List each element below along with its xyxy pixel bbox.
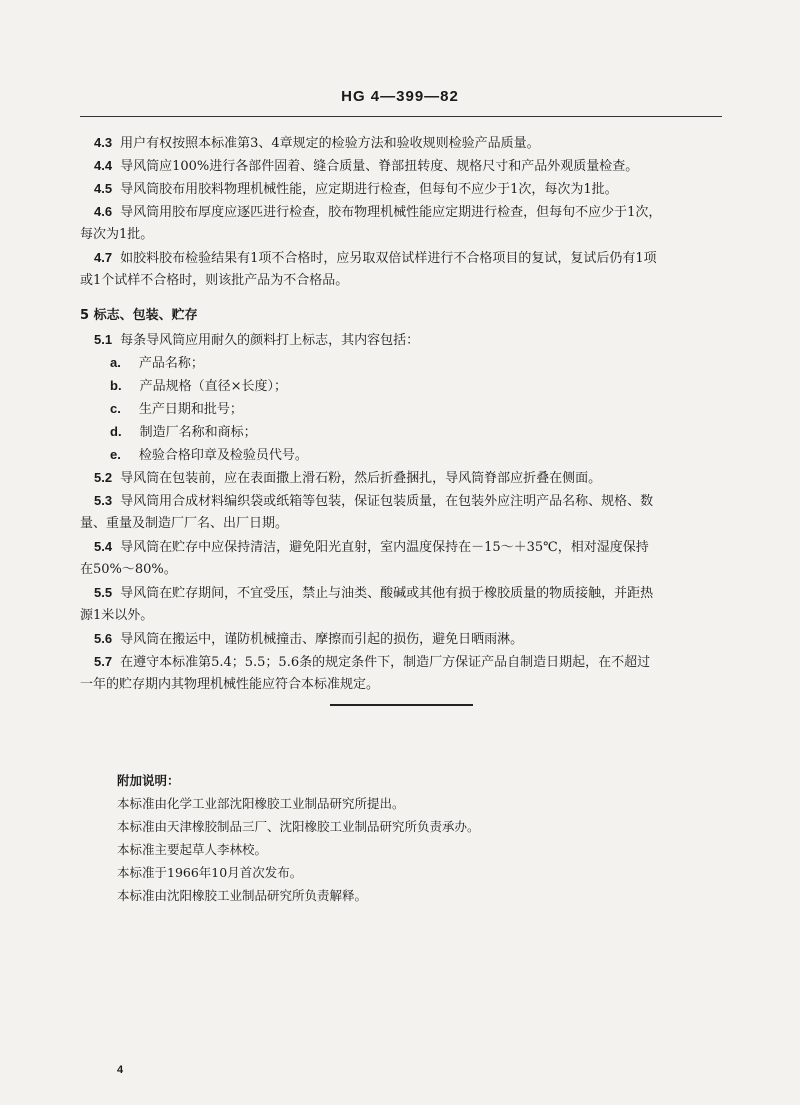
clause-5-4: 5.4 导风筒在贮存中应保持清洁，避免阳光直射，室内温度保持在－15～＋35℃，相对湿度保持 [94,539,649,555]
clause-5-5-cont: 源1米以外。 [80,608,154,623]
page-number: 4 [117,1064,124,1076]
note-line: 本标准由天津橡胶制品三厂、沈阳橡胶工业制品研究所负责承办。 [117,819,480,834]
note-line: 本标准主要起草人李林校。 [117,842,268,857]
clause-5-7-cont: 一年的贮存期内其物理机械性能应符合本标准规定。 [80,677,380,692]
note-line: 本标准由沈阳橡胶工业制品研究所负责解释。 [117,888,368,903]
clause-4-6: 4.6 导风筒用胶布厚度应逐匹进行检查，胶布物理机械性能应定期进行检查，但每旬不应少于1次， [94,204,662,220]
list-item-c: c. 生产日期和批号； [110,401,243,417]
list-item-a: a. 产品名称； [110,355,204,371]
clause-4-5: 4.5 导风筒胶布用胶料物理机械性能，应定期进行检查，但每旬不应少于1次，每次为1批。 [94,181,618,197]
end-of-text-rule [330,704,473,706]
clause-4-7-cont: 或1个试样不合格时，则该批产品为不合格品。 [80,273,349,288]
note-line: 本标准于1966年10月首次发布。 [117,865,303,880]
clause-5-4-cont: 在50%～80%。 [80,562,177,577]
note-line: 本标准由化学工业部沈阳橡胶工业制品研究所提出。 [117,796,405,811]
clause-4-4: 4.4 导风筒应100%进行各部件固着、缝合质量、脊部扭转度、规格尺寸和产品外观质量检查。 [94,158,639,174]
section-5-heading: 5 标志、包装、贮存 [80,308,198,323]
list-item-d: d. 制造厂名称和商标； [110,424,257,440]
clause-5-2: 5.2 导风筒在包装前，应在表面撒上滑石粉，然后折叠捆扎，导风筒脊部应折叠在侧面。 [94,470,602,486]
clause-5-7: 5.7 在遵守本标准第5.4；5.5；5.6条的规定条件下，制造厂方保证产品自制造日期起，在不超过 [94,654,651,670]
clause-4-6-cont: 每次为1批。 [80,227,154,242]
clause-5-6: 5.6 导风筒在搬运中，谨防机械撞击、摩擦而引起的损伤，避免日晒雨淋。 [94,631,524,647]
clause-4-7: 4.7 如胶料胶布检验结果有1项不合格时，应另取双倍试样进行不合格项目的复试，复试后仍有1项 [94,250,657,266]
clause-5-1: 5.1 每条导风筒应用耐久的颜料打上标志，其内容包括： [94,332,420,348]
clause-5-3: 5.3 导风筒用合成材料编织袋或纸箱等包装，保证包装质量，在包装外应注明产品名称、规格、数 [94,493,654,509]
clause-5-5: 5.5 导风筒在贮存期间，不宜受压，禁止与油类、酸碱或其他有损于橡胶质量的物质接触，并距热 [94,585,654,601]
header-rule [80,116,722,117]
list-item-e: e. 检验合格印章及检验员代号。 [110,447,308,463]
list-item-b: b. 产品规格（直径×长度）； [110,378,287,394]
notes-heading: 附加说明： [117,773,180,788]
clause-5-3-cont: 量、重量及制造厂厂名、出厂日期。 [80,516,289,531]
standard-code-header: HG 4—399—82 [341,88,459,105]
clause-4-3: 4.3 用户有权按照本标准第3、4章规定的检验方法和验收规则检验产品质量。 [94,135,540,151]
